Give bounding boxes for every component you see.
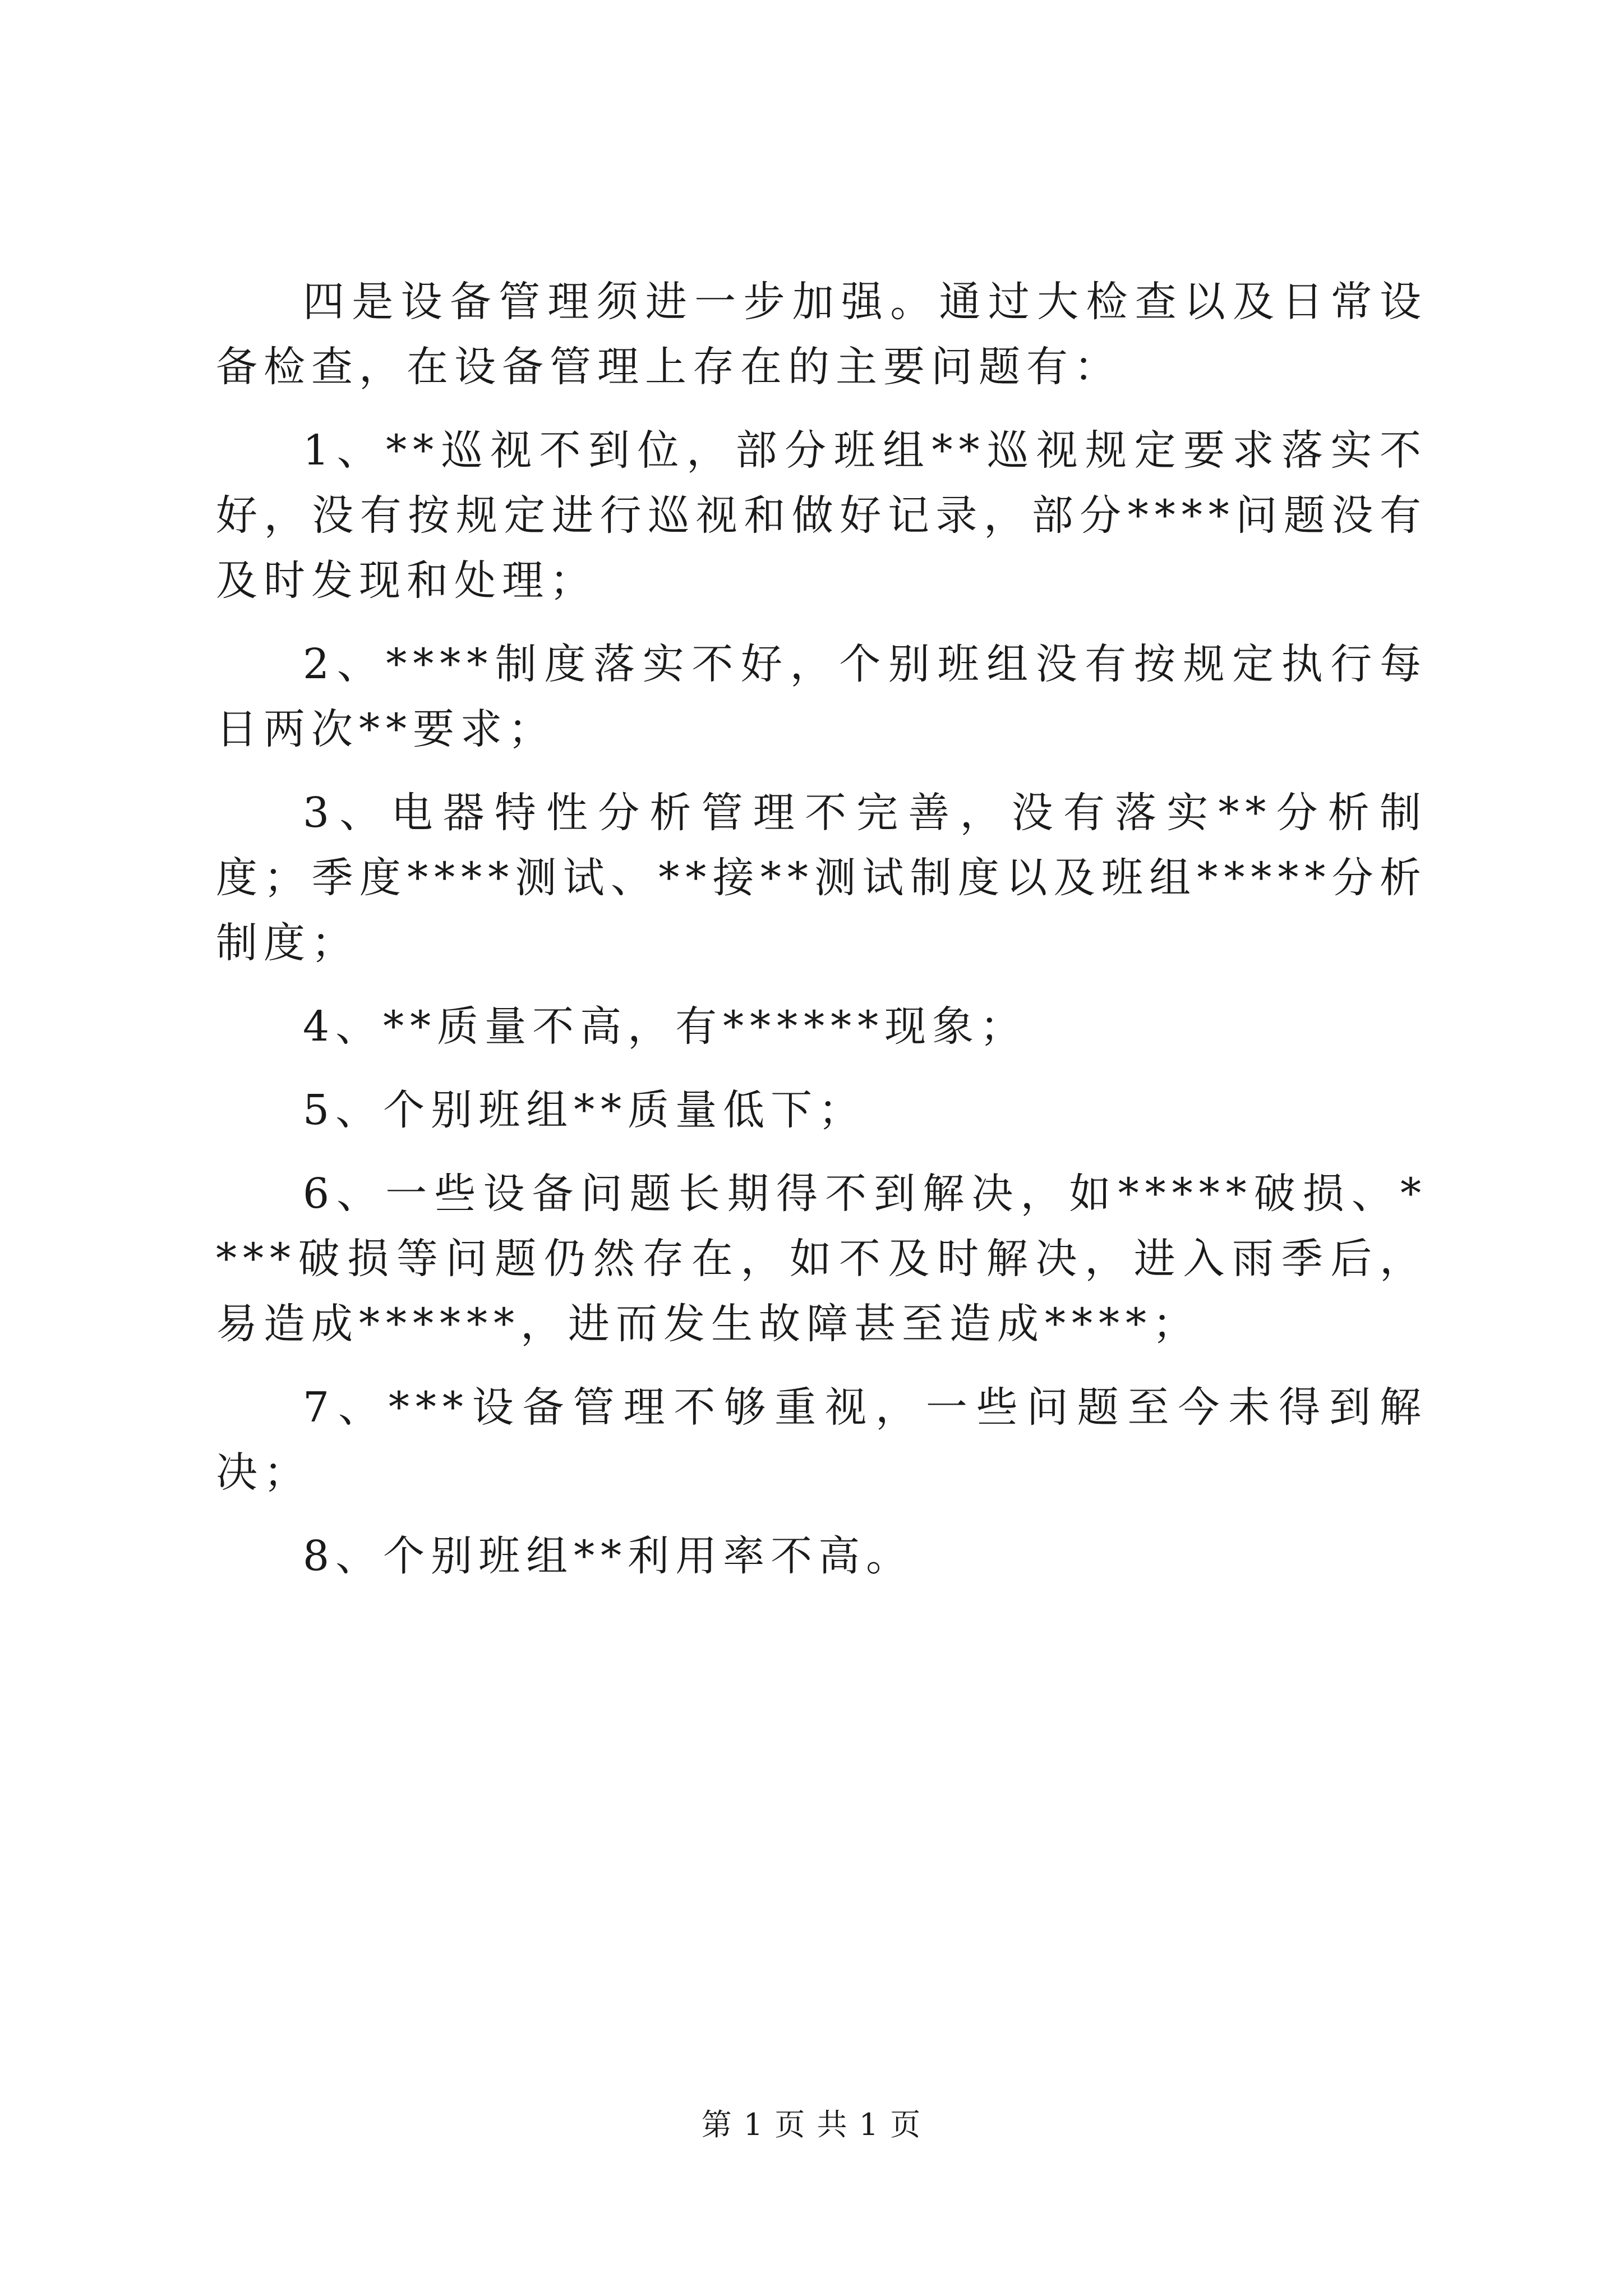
document-body [216, 269, 1427, 1607]
paragraph-item-4: 4、**质量不高，有******现象； [303, 1002, 1028, 1051]
page-footer: 第 1 页 共 1 页 [701, 2107, 922, 2142]
paragraph-item-1: 1、**巡视不到位，部分班组**巡视规定要求落实不好，没有按规定进行巡视和做好记录，部分****问题没有及时发现和处理； [216, 426, 1427, 605]
paragraph-item-8: 8、个别班组**利用率不高。 [303, 1532, 914, 1580]
paragraph-item-6: 6、一些设备问题长期得不到解决，如*****破损、****破损等问题仍然存在，如不及时解决，进入雨季后，易造成******，进而发生故障甚至造成****； [216, 1170, 1427, 1348]
paragraph-item-2: 2、****制度落实不好，个别班组没有按规定执行每日两次**要求； [216, 640, 1427, 753]
paragraph-item-5: 5、个别班组**质量低下； [303, 1086, 866, 1134]
paragraph-item-7: 7、***设备管理不够重视，一些问题至今未得到解决； [216, 1383, 1427, 1497]
paragraph-intro: 四是设备管理须进一步加强。通过大检查以及日常设备检查，在设备管理上存在的主要问题有： [216, 278, 1427, 391]
paragraph-item-3: 3、电器特性分析管理不完善，没有落实**分析制度；季度****测试、**接**测试制度以及班组*****分析制度； [216, 789, 1427, 967]
